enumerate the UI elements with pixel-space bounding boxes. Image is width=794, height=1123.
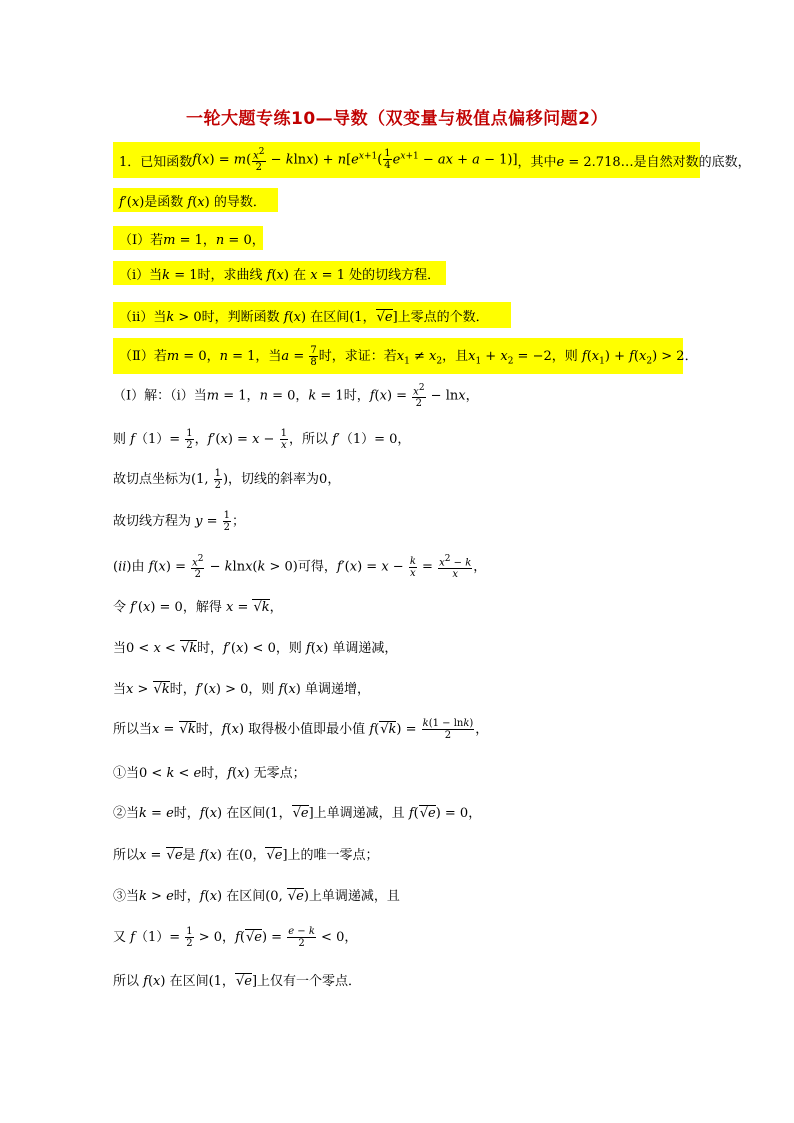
part-1-ii-text: （ⅱ）当k > 0时，判断函数 f(x) 在区间(1，√ e]上零点的个数．	[119, 306, 489, 325]
solution-line-1: （Ⅰ）解：（ⅰ）当m = 1，n = 0，k = 1时，f(x) = $\frac{x^2}{2}$ − lnx，	[113, 383, 479, 410]
part-1-i	[113, 261, 446, 285]
solution-line-11: ②当k = e时，f(x) 在区间(1，√ e]上单调递减，且 f(√ e) = 0，	[113, 803, 481, 825]
part-2-text: （Ⅱ）若m = 0，n = 1，当a = $\frac{7}{8}$ 时，求证：若$x_1 \ne x_2$，且$x_1 + x_2 = -2$，则 $f(x_1) + f(x_2) > 2$．	[119, 344, 698, 368]
part-1-ii	[113, 302, 511, 328]
solution-line-6: 令 f′(x) = 0，解得 x = √ k，	[113, 597, 283, 619]
solution-line-10: ①当0 < k < e时，f(x) 无零点；	[113, 766, 306, 781]
problem-intro-suffix: ，其中e = 2.718…是自然对数的底数，	[517, 154, 751, 170]
solution-line-8: 当x > √ k时，f′(x) > 0，则 f(x) 单调递增，	[113, 679, 370, 701]
part-2	[113, 338, 698, 374]
solution-line-4: 故切线方程为 y = $\frac{1}{2}$ ；	[113, 510, 246, 533]
part-1-i-text: （ⅰ）当k = 1时，求曲线 f(x) 在 x = 1 处的切线方程．	[119, 267, 441, 283]
solution-line-7: 当0 < x < √ k时，f′(x) < 0，则 f(x) 单调递减，	[113, 638, 397, 660]
solution-line-14: 又 f（1）= $\frac{1}{2}$ > 0，f(√ e) = $\frac{e - k}{2}$ < 0，	[113, 926, 357, 949]
part-1-text: （Ⅰ）若m = 1，n = 0，	[119, 232, 265, 248]
solution-line-13: ③当k > e时，f(x) 在区间(0, √ e)上单调递减，且	[113, 886, 400, 908]
solution-line-3: 故切点坐标为(1, $\frac{1}{2}$ )，切线的斜率为0，	[113, 468, 341, 491]
solution-line-12: 所以x = √ e是 f(x) 在(0，√ e]上的唯一零点；	[113, 845, 379, 867]
solution-line-5: (ii)由 f(x) = $\frac{x^2}{2}$ − klnx(k > 0)可得，f′(x) = x − $\frac{k}{x}$ = $\frac{x^2 - k}{x}$ ，	[113, 554, 487, 581]
problem-intro: 1．已知函数	[119, 154, 193, 170]
function-definition: f(x) = m( $\frac{x^2}{2}$ − $klnx) + n[e^{x+1}$( $\frac{1}{4}$ $e^{x+1}$ − ax + a − 1)]	[192, 146, 518, 174]
problem-line-1	[113, 142, 751, 178]
part-1-condition	[113, 226, 263, 250]
solution-line-15: 所以 f(x) 在区间(1，√ e]上仅有一个零点．	[113, 971, 361, 993]
page-title: 一轮大题专练10—导数（双变量与极值点偏移问题2）	[186, 109, 608, 129]
derivative-note: f′(x)是函数 f(x) 的导数．	[119, 194, 266, 210]
problem-line-2	[113, 188, 278, 212]
solution-line-9: 所以当x = √ k时，f(x) 取得极小值即最小值 f(√ k) = $\frac{k(1 - \ln k)}{2}$ ，	[113, 718, 488, 741]
solution-line-2: 则 f（1）= $\frac{1}{2}$ ，f′(x) = x − $\frac{1}{x}$ ，所以 f′（1）= 0，	[113, 428, 411, 451]
